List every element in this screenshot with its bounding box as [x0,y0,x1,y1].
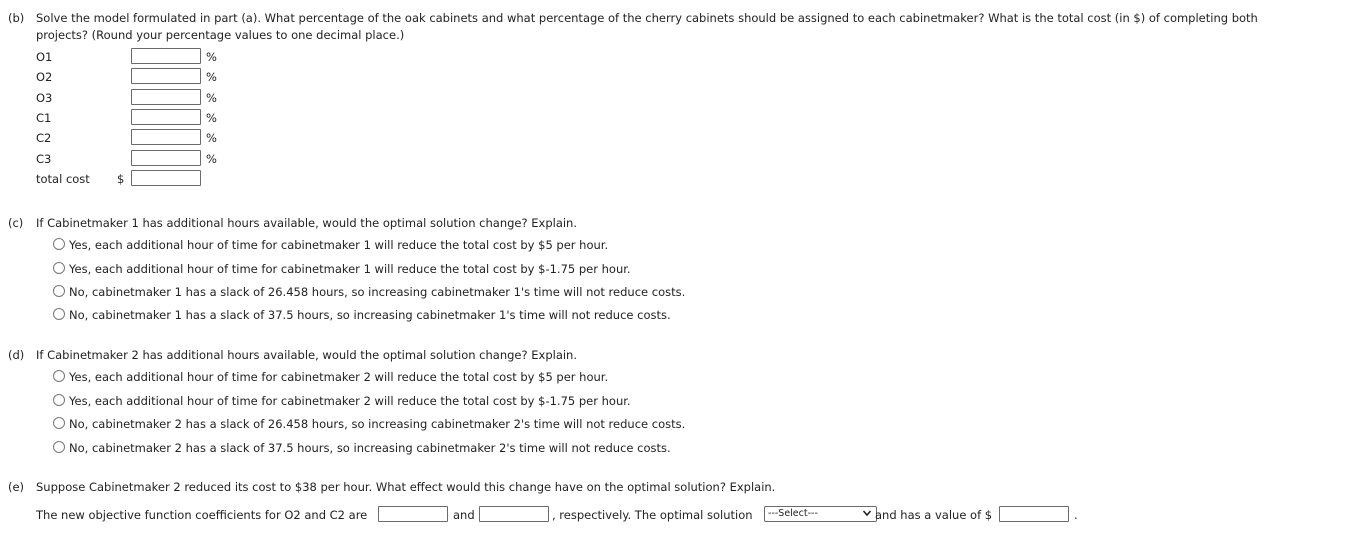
part-d-label: (d) [8,348,25,362]
select-value: ---Select--- [768,508,818,519]
part-d-option-2: Yes, each additional hour of time for cabinetmaker 2 will reduce the total cost by $-1.75 per hour. [69,394,631,408]
input-c2[interactable] [131,129,201,145]
part-b-question-line2: projects? (Round your percentage values to one decimal place.) [36,28,405,42]
part-c-label: (c) [8,216,24,230]
row-label-c2: C2 [36,131,52,145]
optimal-solution-select[interactable] [764,506,877,522]
and-text: and [453,508,475,522]
part-e-label: (e) [8,480,25,494]
part-e-question: Suppose Cabinetmaker 2 reduced its cost to $38 per hour. What effect would this change have on the optimal solution? Explain. [36,480,776,494]
input-c1[interactable] [131,109,201,125]
unit-c2: % [206,131,217,145]
objective-value-input[interactable] [999,506,1069,522]
part-d-option-3: No, cabinetmaker 2 has a slack of 26.458 hours, so increasing cabinetmaker 2's time will not reduce costs. [69,417,686,431]
total-cost-currency: $ [117,172,125,186]
part-b-label: (b) [8,11,25,25]
part-c-option-4: No, cabinetmaker 1 has a slack of 37.5 hours, so increasing cabinetmaker 1's time will not reduce costs. [69,308,671,322]
unit-c1: % [206,111,217,125]
part-c-question: If Cabinetmaker 1 has additional hours available, would the optimal solution change? Explain. [36,216,578,230]
chevron-down-icon [862,508,872,518]
part-c-option-3: No, cabinetmaker 1 has a slack of 26.458 hours, so increasing cabinetmaker 1's time will not reduce costs. [69,285,686,299]
part-c-option-2: Yes, each additional hour of time for cabinetmaker 1 will reduce the total cost by $-1.75 per hour. [69,262,631,276]
part-d-radio-2[interactable] [53,394,65,406]
part-c-radio-3[interactable] [53,285,65,297]
unit-o2: % [206,70,217,84]
total-cost-input[interactable] [131,170,201,186]
part-c-radio-2[interactable] [53,262,65,274]
value-text: and has a value of $ [875,508,993,522]
part-d-question: If Cabinetmaker 2 has additional hours available, would the optimal solution change? Explain. [36,348,578,362]
row-label-o2: O2 [36,70,53,84]
row-label-o1: O1 [36,50,53,64]
part-d-radio-3[interactable] [53,417,65,429]
input-o3[interactable] [131,89,201,105]
row-label-c1: C1 [36,111,52,125]
coef-o2-input[interactable] [378,506,448,522]
part-b-question-line1: Solve the model formulated in part (a). What percentage of the oak cabinets and what percentage of the cherry cabinets should be assigned to each cabinetmaker? What is the total cost (in $) of completing both [36,11,1258,25]
total-cost-label: total cost [36,172,90,186]
part-d-option-1: Yes, each additional hour of time for cabinetmaker 2 will reduce the total cost by $5 per hour. [69,370,609,384]
period: . [1074,508,1078,522]
respectively-text: , respectively. The optimal solution [552,508,753,522]
part-c-radio-1[interactable] [53,238,65,250]
input-o1[interactable] [131,48,201,64]
unit-c3: % [206,152,217,166]
part-d-option-4: No, cabinetmaker 2 has a slack of 37.5 hours, so increasing cabinetmaker 2's time will not reduce costs. [69,441,671,455]
input-o2[interactable] [131,68,201,84]
coef-c2-input[interactable] [479,506,549,522]
part-d-radio-4[interactable] [53,441,65,453]
row-label-c3: C3 [36,152,52,166]
row-label-o3: O3 [36,91,53,105]
input-c3[interactable] [131,150,201,166]
unit-o3: % [206,91,217,105]
part-c-radio-4[interactable] [53,308,65,320]
part-e-sentence-start: The new objective function coefficients for O2 and C2 are [36,508,368,522]
part-c-option-1: Yes, each additional hour of time for cabinetmaker 1 will reduce the total cost by $5 per hour. [69,238,609,252]
unit-o1: % [206,50,217,64]
part-d-radio-1[interactable] [53,370,65,382]
